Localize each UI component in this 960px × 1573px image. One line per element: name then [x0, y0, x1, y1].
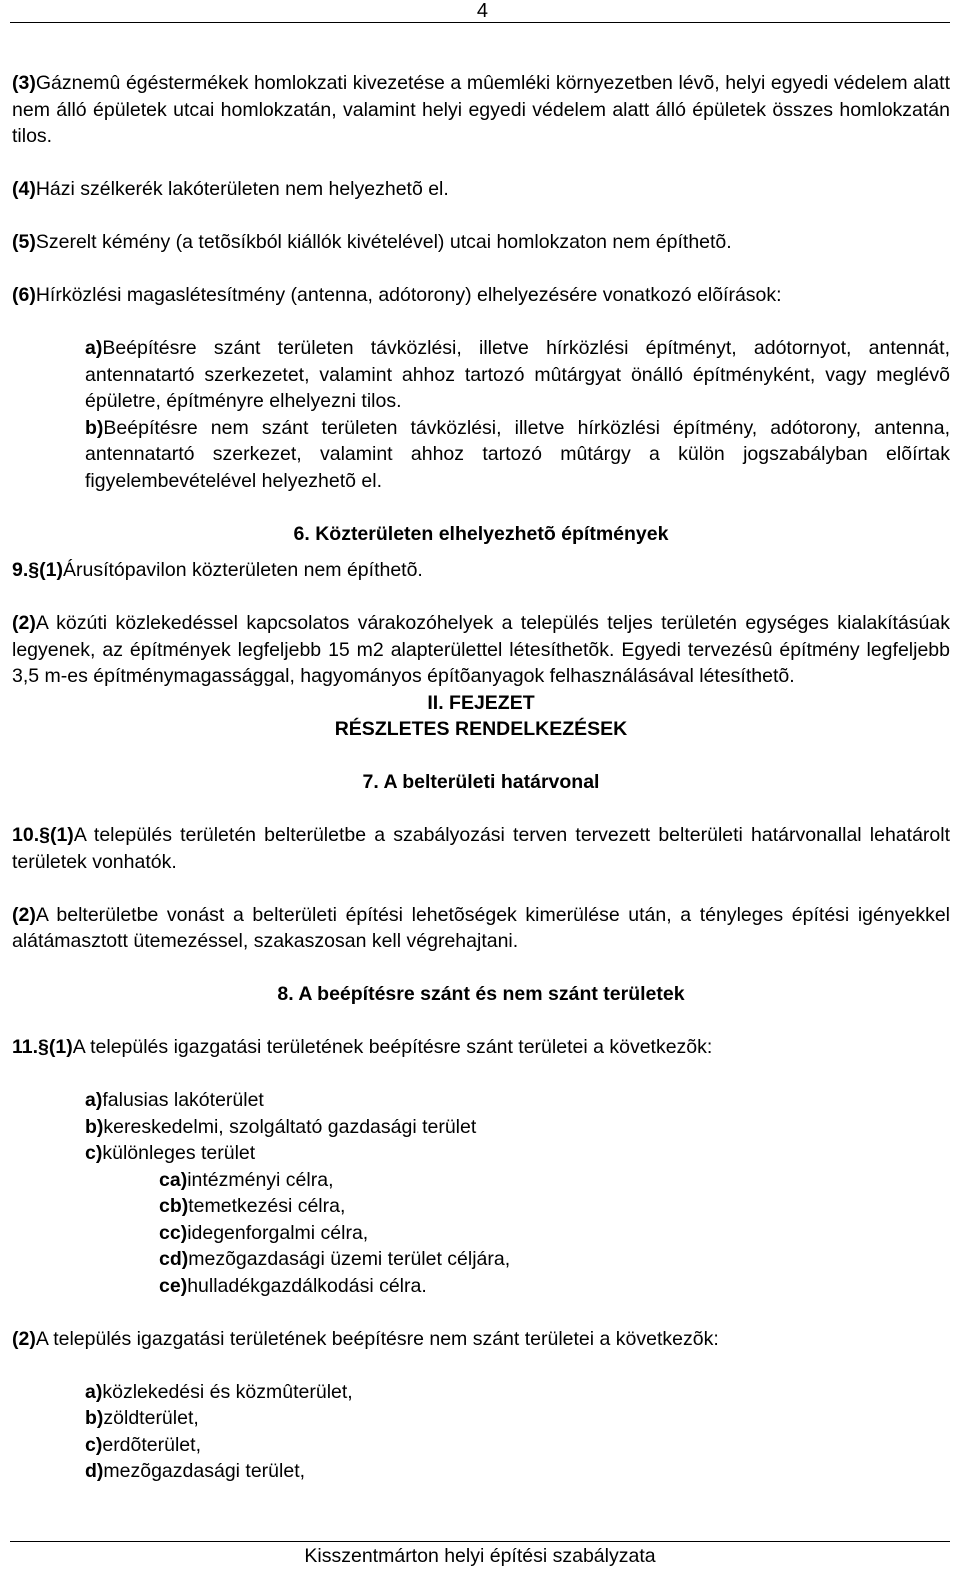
paragraph-label: (2): [12, 1327, 36, 1350]
item-label: a): [85, 1089, 103, 1111]
item-text: mezõgazdasági terület,: [103, 1460, 306, 1482]
sub-list-item: [12, 1273, 950, 1300]
item-label: d): [85, 1460, 104, 1482]
paragraph-4: [12, 176, 950, 203]
list-item: [12, 1140, 950, 1167]
sub-list-item: [12, 1220, 950, 1247]
item-label: cd): [159, 1248, 189, 1270]
paragraph-label: (5): [12, 231, 36, 253]
paragraph-6b: [12, 415, 950, 495]
item-label: b): [85, 1407, 104, 1429]
item-text: idegenforgalmi célra,: [187, 1221, 369, 1244]
list-item: [12, 1379, 950, 1406]
paragraph-text: Gáznemû égéstermékek homlokzati kivezetése a mûemléki környezetben lévõ, helyi egyedi védelem alatt nem álló épületek utcai homlokzatán, valamint helyi egyedi védelem alatt álló épületek összes homlokzatán tilos.: [12, 72, 950, 147]
paragraph-text: Házi szélkerék lakóterületen nem helyezhetõ el.: [35, 178, 449, 200]
paragraph-text: A belterületbe vonást a belterületi építési lehetõségek kimerülése után, a tényleges építési igényekkel alátámasztott ütemezéssel, szakaszosan kell végrehajtani.: [12, 903, 950, 952]
paragraph-label: (2): [12, 903, 36, 926]
section-heading-6: 6. Közterületen elhelyezhetõ építmények: [293, 522, 669, 545]
sub-list-item: [12, 1246, 950, 1273]
section-sign: §: [28, 559, 40, 581]
list-item: [12, 1458, 950, 1485]
section-number: 10.: [12, 824, 40, 846]
list-item: [12, 1087, 950, 1114]
paragraph-6a: [12, 335, 950, 415]
chapter-title: RÉSZLETES RENDELKEZÉSEK: [334, 718, 628, 740]
item-label: cb): [159, 1195, 189, 1217]
paragraph-text: Szerelt kémény (a tetõsíkból kiállók kivételével) utcai homlokzaton nem építhetõ.: [35, 231, 732, 253]
section-10-paragraph-1: [12, 822, 950, 875]
non-built-area-list: [12, 1379, 950, 1485]
section-heading-8: 8. A beépítésre szánt és nem szánt területek: [277, 983, 685, 1005]
item-text: Beépítésre szánt területen távközlési, illetve hírközlési építményt, adótornyot, antennát, antennatartó szerkezetet, valamint ahhoz tartozó mûtárgyat önálló építményként, vagy meglévõ épületre, építményre elhelyezni tilos.: [85, 337, 950, 412]
paragraph-label: (6): [12, 284, 36, 306]
item-label: ca): [159, 1168, 188, 1191]
item-label: a): [85, 1380, 103, 1403]
sub-list-item: [12, 1167, 950, 1194]
paragraph-label: (1): [39, 559, 63, 581]
item-text: falusias lakóterület: [102, 1089, 264, 1111]
section-number: 11.: [12, 1036, 39, 1058]
paragraph-text: A település területén belterületbe a szabályozási terven tervezett belterületi határvonallal lehatárolt területek vonhatók.: [12, 824, 950, 873]
item-text: erdõterület,: [102, 1433, 201, 1456]
paragraph-label: (2): [12, 612, 36, 634]
paragraph-label: (1): [49, 824, 74, 846]
section-9-paragraph-1: [12, 557, 950, 584]
paragraph-text: A közúti közlekedéssel kapcsolatos várakozóhelyek a település teljes területén egységes kialakításúak legyenek, az építmények legfeljebb 15 m2 alapterülettel létesíthetõk. Egyedi tervezésû építmény legfeljebb 3,5 m-es építménymagassággal, hagyományos építõanyagok felhasználásával létesíthetõ.: [12, 612, 950, 687]
paragraph-label: (1): [48, 1036, 73, 1058]
item-text: közlekedési és közmûterület,: [102, 1380, 353, 1403]
list-item: [12, 1405, 950, 1432]
paragraph-text: Árusítópavilon közterületen nem építhetõ.: [62, 559, 423, 581]
sub-list-item: [12, 1193, 950, 1220]
section-11-paragraph-2: [12, 1326, 950, 1353]
item-label: c): [85, 1142, 103, 1164]
item-label: b): [85, 416, 104, 439]
list-item: [12, 1114, 950, 1141]
item-label: a): [85, 337, 103, 359]
paragraph-label: (4): [12, 178, 36, 200]
footer-title: Kisszentmárton helyi építési szabályzata: [304, 1545, 656, 1567]
item-label: b): [85, 1115, 104, 1138]
paragraph-5: [12, 229, 950, 256]
built-area-list: [12, 1087, 950, 1299]
section-sign: §: [38, 1036, 49, 1058]
section-11-paragraph-1: [12, 1034, 950, 1061]
chapter-number: II. FEJEZET: [427, 691, 535, 714]
list-item: [12, 1432, 950, 1459]
section-number: 9.: [12, 559, 29, 581]
page-number: 4: [476, 0, 488, 22]
paragraph-text: Hírközlési magaslétesítmény (antenna, adótorony) elhelyezésére vonatkozó elõírások:: [35, 284, 782, 306]
paragraph-6: [12, 282, 950, 309]
item-text: kereskedelmi, szolgáltató gazdasági terület: [103, 1115, 477, 1138]
item-text: temetkezési célra,: [188, 1195, 346, 1217]
section-10-paragraph-2: [12, 902, 950, 955]
item-label: c): [85, 1433, 103, 1456]
item-text: mezõgazdasági üzemi terület céljára,: [188, 1248, 511, 1270]
paragraph-text: A település igazgatási területének beépítésre nem szánt területei a következõk:: [35, 1327, 719, 1350]
item-label: cc): [159, 1221, 188, 1244]
header-divider: [10, 22, 950, 23]
section-heading-7: 7. A belterületi határvonal: [362, 771, 600, 793]
section-sign: §: [39, 824, 50, 846]
document-body: [12, 70, 950, 1485]
item-label: ce): [159, 1274, 188, 1297]
item-text: Beépítésre nem szánt területen távközlési, illetve hírközlési építmény, adótorony, antenna, antennatartó szerkezet, valamint ahhoz tartozó mûtárgy a külön jogszabályban elõírtak figyelembevételével helyezhetõ el.: [85, 416, 950, 492]
item-text: különleges terület: [102, 1142, 256, 1164]
item-text: hulladékgazdálkodási célra.: [187, 1274, 427, 1297]
item-text: intézményi célra,: [187, 1168, 334, 1191]
footer-divider: [10, 1541, 950, 1542]
item-text: zöldterület,: [103, 1407, 199, 1429]
paragraph-label: (3): [12, 72, 36, 94]
paragraph-3: [12, 70, 950, 150]
paragraph-text: A település igazgatási területének beépítésre szánt területei a következõk:: [72, 1036, 713, 1058]
section-9-paragraph-2: [12, 610, 950, 690]
